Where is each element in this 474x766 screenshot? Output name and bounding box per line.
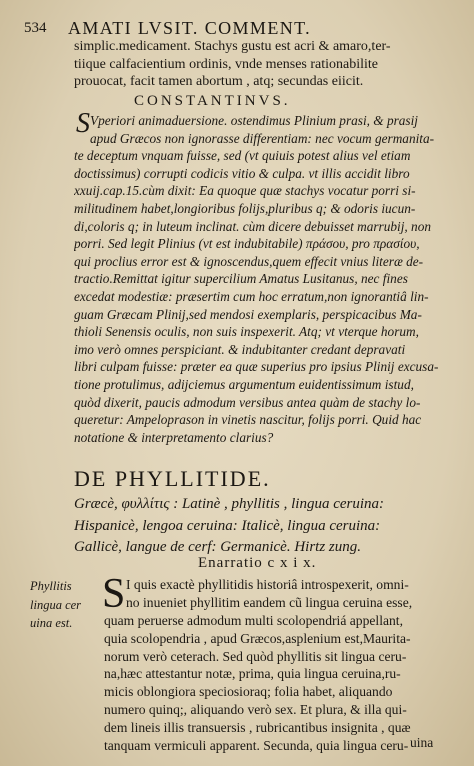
commentary-paragraph	[74, 112, 446, 446]
text-line: xxuij.cap.15.cùm dixit: Ea quoque quæ stachys vocatur porri si-	[74, 183, 416, 199]
section-heading: CONSTANTINVS.	[134, 93, 291, 109]
text-line: di,coloris q; in luteum inclinat. cùm dicere debuisset marrubij, non	[74, 218, 432, 234]
enarratio-heading: Enarratio c x i x.	[198, 555, 317, 571]
text-line: tractio.Remittat igitur supercilium Amatus Lusitanus, nec fines	[74, 271, 408, 287]
drop-cap: S	[102, 571, 126, 617]
drop-cap: S	[76, 108, 90, 139]
text-line: qui proclius error est & ignoscendus,quem effecit vnius literæ de-	[74, 253, 424, 269]
text-line: excedat modestiæ: præsertim cum hoc erratum,non ignorantiâ lin-	[74, 288, 429, 304]
text-line: guam Græcam Plinij,sed mendosi exemplaris, perspicacibus Ma-	[74, 306, 422, 322]
margin-note-line: Phyllitis	[30, 579, 72, 593]
catchword: uina	[410, 735, 434, 750]
text-line: numero quinq;, aliquando verò sex. Et plura, & illa qui-	[104, 702, 407, 718]
text-line: dem lineis illis transuersis , rubricantibus insignita , quæ	[104, 720, 411, 736]
synonym-line: Gallicè, langue de cerf: Germanicè. Hirtz zung.	[74, 539, 362, 555]
text-line: porri. Sed legit Plinius (vt est indubitabile) πράσου, pro πρασίου,	[74, 236, 420, 252]
text-line: militudinem habet,longioribus folijs,pluribus q; & odoris iucun-	[74, 200, 416, 216]
text-line: thioli Senensis oculis, non suis inspexerit. Atq; vt vterque horum,	[74, 324, 419, 340]
synonym-line: Hispanicè, lengoa ceruina: Italicè, lingua ceruina:	[74, 517, 381, 534]
synonym-line: Græcè, φυλλίτις : Latinè , phyllitis , lingua ceruina:	[74, 496, 385, 512]
chapter-title: DE PHYLLITIDE.	[74, 466, 271, 491]
text-line: quam peruerse admodum multi scolopendriá appellant,	[104, 612, 403, 628]
text-line: notatione & interpretamento clarius?	[74, 429, 274, 445]
text-line: Vperiori animaduersione. ostendimus Plinium prasi, & prasij	[90, 113, 418, 128]
text-line: tiique calfacientium ordinis, vnde menses rationabilite	[74, 56, 379, 72]
text-line: queretur: Ampeloprason in vinetis nascitur, folijs porri. Quid hac	[74, 412, 422, 428]
text-line: imo verò omnes perspiciant. & indubitanter credant depravati	[74, 341, 406, 357]
text-line: quòd dixerit, paucis admodum versibus antea quàm de stachy lo-	[74, 394, 421, 410]
text-line: norum verò ceterach. Sed quòd phyllitis sit lingua ceru-	[104, 648, 407, 664]
text-line: te deceptum vnquam fuisse, sed (vt quiuis potest alius vel etiam	[74, 148, 411, 164]
synonyms-block	[74, 494, 446, 559]
narratio-paragraph	[102, 571, 444, 755]
text-line: na,hæc attestantur notæ, prima, quia lingua ceruina,ru-	[104, 666, 401, 682]
margin-note-line: uina est.	[30, 616, 73, 630]
text-line: prouocat, facit tamen abortum , atq; secundas eiicit.	[74, 74, 364, 90]
text-line: no inueniet phyllitim eandem cũ lingua ceruina esse,	[126, 594, 413, 610]
intro-paragraph	[74, 38, 446, 91]
text-line: libri culpam fuisse: præter ea quæ superius pro ipsius Plinij excusa-	[74, 359, 439, 375]
text-line: micis oblongiora speciosioraq; folia habet, aliquando	[104, 684, 393, 700]
text-line: doctissimus) corrupti codicis vitio & culpa. vt illis accidit libro	[74, 165, 410, 181]
text-line: I quis exactè phyllitidis historiâ introspexerit, omni-	[126, 577, 409, 592]
text-line: apud Græcos non ignorasse differentiam: nec vocum germanita-	[90, 130, 435, 146]
margin-note-line: lingua cer	[30, 597, 82, 612]
text-line: tione protulimus, adijciemus argumentum euidentissimum istud,	[74, 376, 414, 392]
text-line: tanquam vermiculi apparent. Secunda, quia lingua ceru-	[104, 738, 409, 754]
text-line: quia scolopendria , apud Græcos,asplenium est,Maurita-	[104, 630, 411, 646]
running-title: AMATI LVSIT. COMMENT.	[68, 18, 312, 38]
text-line: simplic.medicament. Stachys gustu est acri & amaro,ter-	[74, 39, 391, 54]
page-number: 534	[24, 20, 47, 36]
margin-note	[30, 577, 102, 633]
